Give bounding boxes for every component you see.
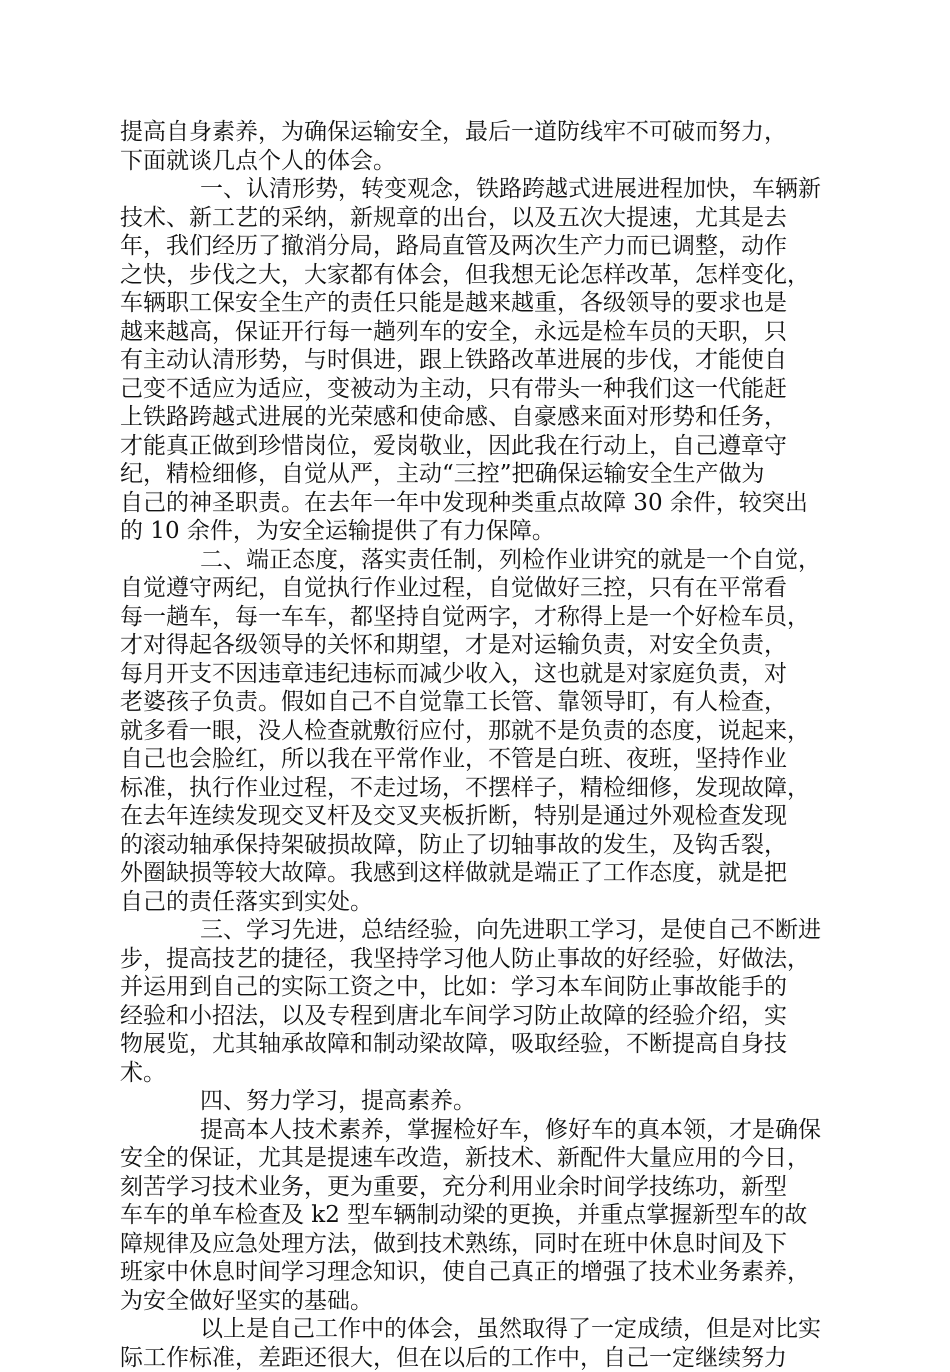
text-line: 的 10 余件，为安全运输提供了有力保障。	[120, 517, 830, 546]
paragraph-first-line: 三、学习先进，总结经验，向先进职工学习，是使自己不断进	[120, 916, 830, 945]
text-line: 并运用到自己的实际工资之中，比如：学习本车间防止事故能手的	[120, 973, 830, 1002]
text-line: 术。	[120, 1059, 830, 1088]
paragraph-first-line: 以上是自己工作中的体会，虽然取得了一定成绩，但是对比实	[120, 1315, 830, 1344]
text-line: 才对得起各级领导的关怀和期望，才是对运输负责，对安全负责，	[120, 631, 830, 660]
text-line: 物展览，尤其轴承故障和制动梁故障，吸取经验，不断提高自身技	[120, 1030, 830, 1059]
text-line: 自己的责任落实到实处。	[120, 888, 830, 917]
text-line: 经验和小招法，以及专程到唐北车间学习防止故障的经验介绍，实	[120, 1002, 830, 1031]
text-line: 自己的神圣职责。在去年一年中发现种类重点故障 30 余件，较突出	[120, 489, 830, 518]
text-line: 自己也会脸红，所以我在平常作业，不管是白班、夜班，坚持作业	[120, 745, 830, 774]
text-line: 越来越高，保证开行每一趟列车的安全，永远是检车员的天职，只	[120, 318, 830, 347]
text-line: 际工作标准，差距还很大，但在以后的工作中，自己一定继续努力	[120, 1344, 830, 1372]
text-line: 纪，精检细修，自觉从严，主动“三控”把确保运输安全生产做为	[120, 460, 830, 489]
text-line: 每月开支不因违章违纪违标而减少收入，这也就是对家庭负责，对	[120, 660, 830, 689]
text-line: 车车的单车检查及 k2 型车辆制动梁的更换，并重点掌握新型车的故	[120, 1201, 830, 1230]
text-line: 老婆孩子负责。假如自己不自觉靠工长管、靠领导盯，有人检查，	[120, 688, 830, 717]
paragraph-first-line: 一、认清形势，转变观念，铁路跨越式进展进程加快，车辆新	[120, 175, 830, 204]
text-line: 车辆职工保安全生产的责任只能是越来越重，各级领导的要求也是	[120, 289, 830, 318]
document-body-text	[120, 118, 830, 1372]
text-line: 上铁路跨越式进展的光荣感和使命感、自豪感来面对形势和任务，	[120, 403, 830, 432]
paragraph-first-line: 提高本人技术素养，掌握检好车，修好车的真本领，才是确保	[120, 1116, 830, 1145]
text-line: 障规律及应急处理方法，做到技术熟练，同时在班中休息时间及下	[120, 1230, 830, 1259]
text-line: 就多看一眼，没人检查就敷衍应付，那就不是负责的态度，说起来，	[120, 717, 830, 746]
text-line: 每一趟车，每一车车，都坚持自觉两字，才称得上是一个好检车员，	[120, 603, 830, 632]
text-line: 标准，执行作业过程，不走过场，不摆样子，精检细修，发现故障，	[120, 774, 830, 803]
text-line: 之快，步伐之大，大家都有体会，但我想无论怎样改革，怎样变化，	[120, 261, 830, 290]
text-line: 的滚动轴承保持架破损故障，防止了切轴事故的发生，及钩舌裂，	[120, 831, 830, 860]
text-line: 年，我们经历了撤消分局，路局直管及两次生产力而已调整，动作	[120, 232, 830, 261]
text-line: 技术、新工艺的采纳，新规章的出台，以及五次大提速，尤其是去	[120, 204, 830, 233]
text-line: 提高自身素养，为确保运输安全，最后一道防线牢不可破而努力，	[120, 118, 830, 147]
text-line: 自觉遵守两纪，自觉执行作业过程，自觉做好三控，只有在平常看	[120, 574, 830, 603]
text-line: 才能真正做到珍惜岗位，爱岗敬业，因此我在行动上，自己遵章守	[120, 432, 830, 461]
paragraph-first-line: 二、端正态度，落实责任制，列检作业讲究的就是一个自觉，	[120, 546, 830, 575]
text-line: 下面就谈几点个人的体会。	[120, 147, 830, 176]
paragraph-first-line: 四、努力学习，提高素养。	[120, 1087, 830, 1116]
text-line: 为安全做好坚实的基础。	[120, 1287, 830, 1316]
text-line: 外圈缺损等较大故障。我感到这样做就是端正了工作态度，就是把	[120, 859, 830, 888]
text-line: 有主动认清形势，与时俱进，跟上铁路改革进展的步伐，才能使自	[120, 346, 830, 375]
text-line: 步，提高技艺的捷径，我坚持学习他人防止事故的好经验，好做法，	[120, 945, 830, 974]
text-line: 班家中休息时间学习理念知识，使自己真正的增强了技术业务素养，	[120, 1258, 830, 1287]
text-line: 在去年连续发现交叉杆及交叉夹板折断，特别是通过外观检查发现	[120, 802, 830, 831]
text-line: 己变不适应为适应，变被动为主动，只有带头一种我们这一代能赶	[120, 375, 830, 404]
text-line: 刻苦学习技术业务，更为重要，充分利用业余时间学技练功，新型	[120, 1173, 830, 1202]
text-line: 安全的保证，尤其是提速车改造，新技术、新配件大量应用的今日，	[120, 1144, 830, 1173]
